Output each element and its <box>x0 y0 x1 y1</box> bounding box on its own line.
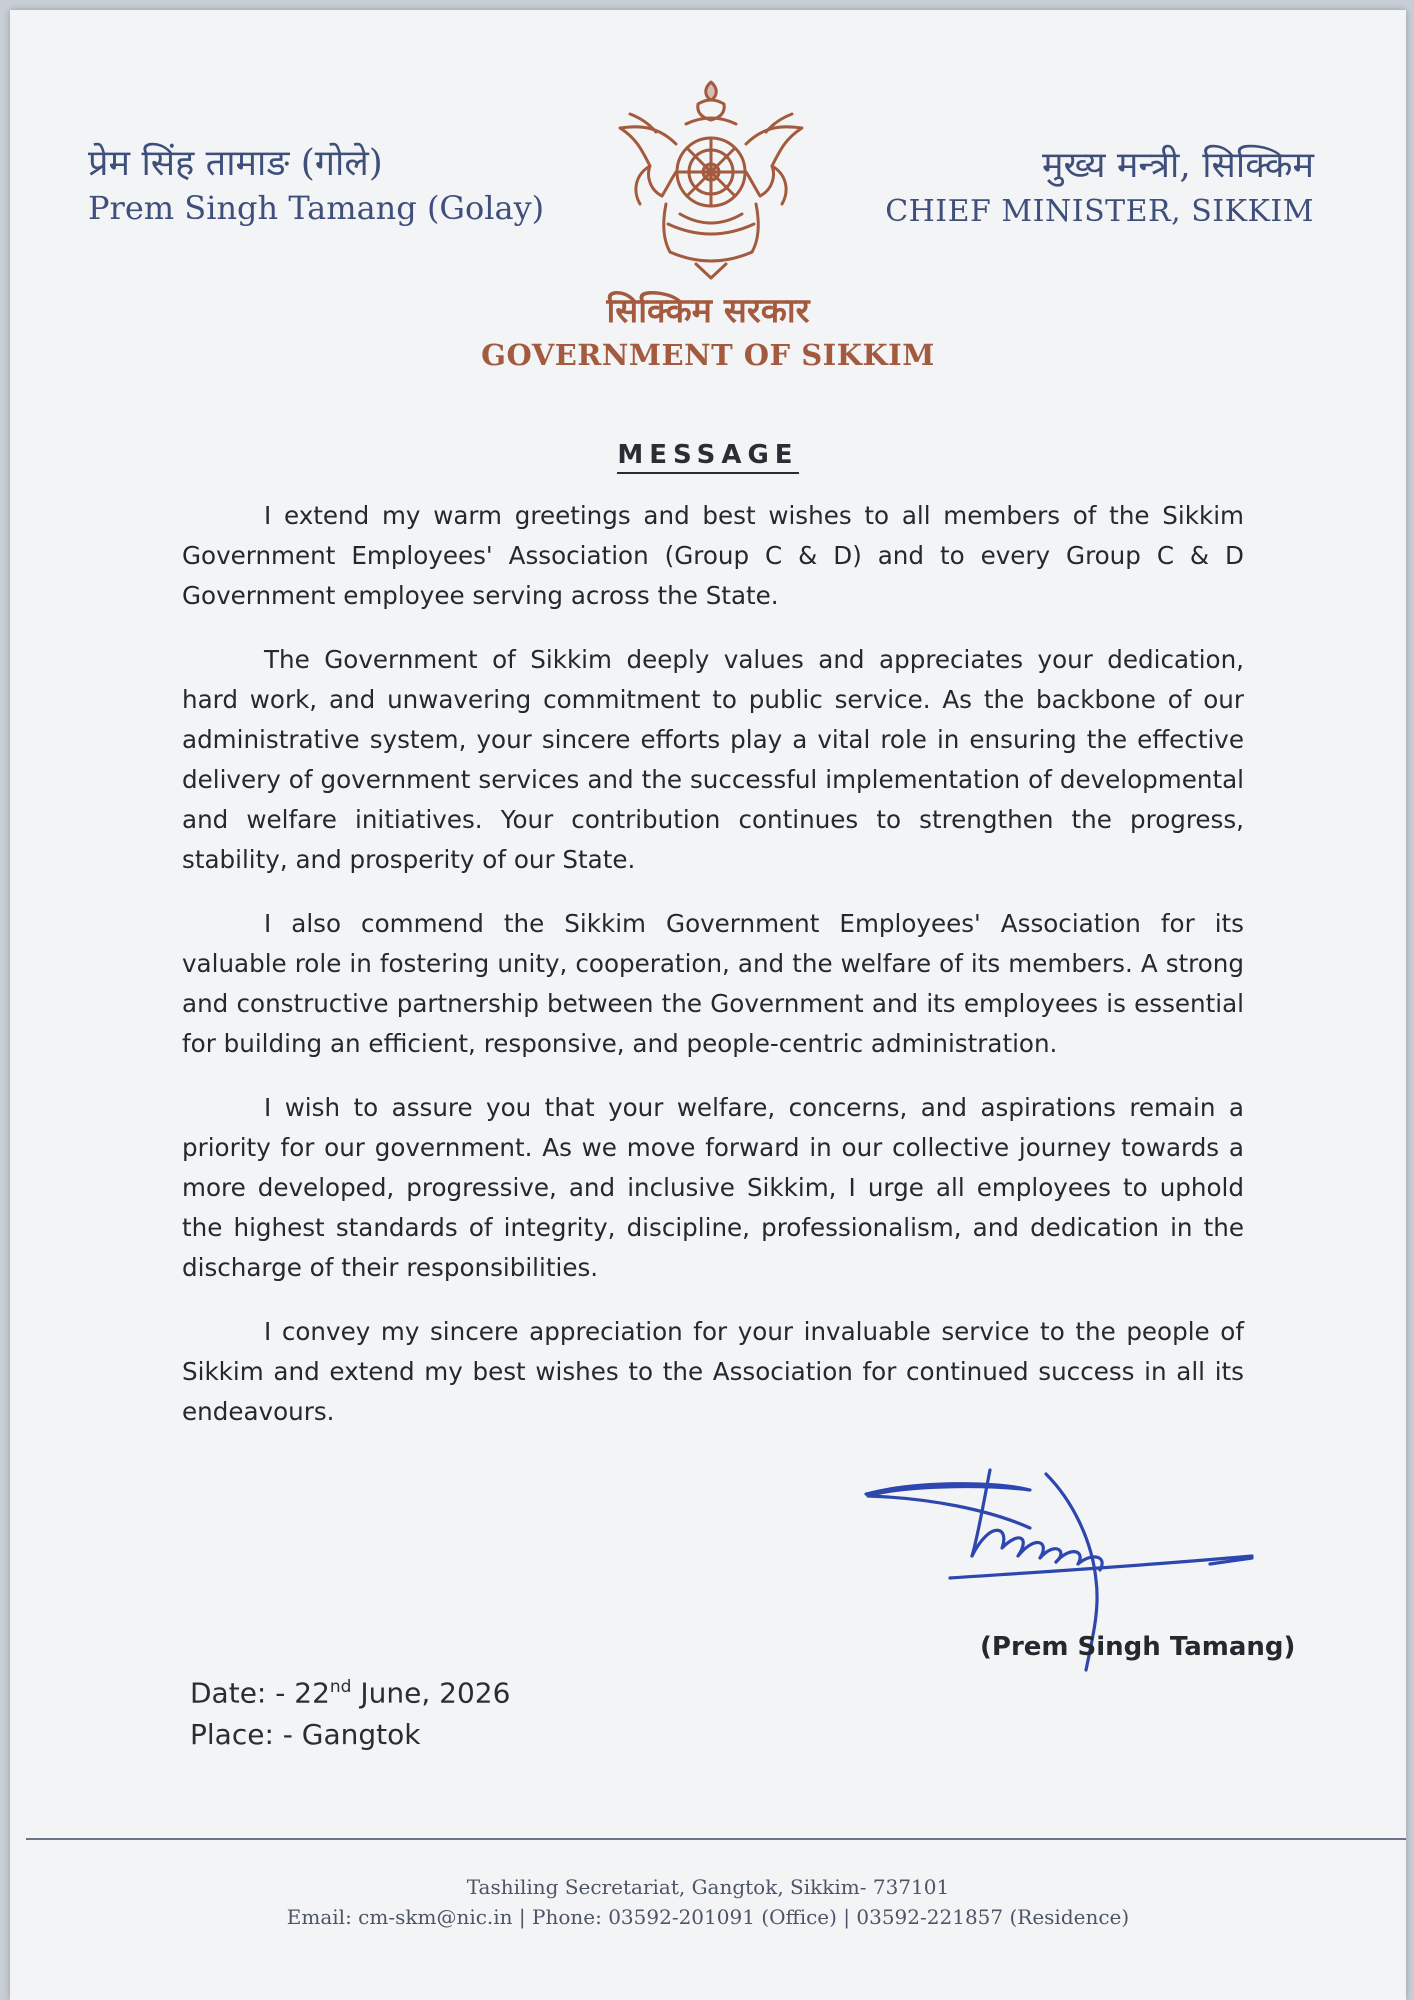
message-title <box>10 440 1406 470</box>
sender-name-english: Prem Singh Tamang (Golay) <box>88 189 545 227</box>
message-paragraph: I convey my sincere appreciation for your invaluable service to the people of Sikkim and extend my best wishes to the Association for continued success in all its endeavours. <box>182 1317 1244 1426</box>
designation-hindi: मुख्य मन्त्री, सिक्किम <box>1041 145 1314 186</box>
footer-address: Tashiling Secretariat, Gangtok, Sikkim- 737101 <box>466 1875 950 1899</box>
message-paragraph: I wish to assure you that your welfare, concerns, and aspirations remain a priority for our government. As we move forward in our collective journey towards a more developed, progressive, and inclusive Sikkim, I urge all employees to uphold the highest standards of integrity, discipline, professionalism, and dedication in the discharge of their responsibilities. <box>182 1093 1244 1282</box>
date-place-block <box>190 1666 510 1756</box>
message-title-text: MESSAGE <box>617 440 798 474</box>
letterhead-page <box>10 10 1406 2000</box>
message-paragraph: The Government of Sikkim deeply values and appreciates your dedication, hard work, and unwavering commitment to public service. As the backbone of our administrative system, your sincere efforts play a vital role in ensuring the effective delivery of government services and the successful implementation of developmental and welfare initiatives. Your contribution continues to strengthen the progress, stability, and prosperity of our State. <box>182 645 1244 874</box>
letter-place: Place: - Gangtok <box>190 1718 421 1752</box>
sender-name-hindi: प्रेम सिंह तामाङ (गोले) <box>88 143 383 184</box>
letter-date: Date: - 22nd June, 2026 <box>190 1676 511 1710</box>
message-body <box>182 496 1244 1456</box>
message-paragraph: I extend my warm greetings and best wishes to all members of the Sikkim Government Employees' Association (Group C & D) and to every Group C & D Government employee serving across the State. <box>182 501 1244 610</box>
footer-divider <box>26 1838 1406 1840</box>
government-name-english: GOVERNMENT OF SIKKIM <box>481 338 935 372</box>
designation-block <box>885 142 1314 234</box>
footer-contact: Email: cm-skm@nic.in | Phone: 03592-201091 (Office) | 03592-221857 (Residence) <box>286 1905 1130 1929</box>
designation-english: CHIEF MINISTER, SIKKIM <box>885 194 1314 229</box>
footer-block <box>10 1872 1406 1932</box>
message-paragraph: I also commend the Sikkim Government Employees' Association for its valuable role in fostering unity, cooperation, and the welfare of its members. A strong and constructive partnership between the Government and its employees is essential for building an efficient, responsive, and people-centric administration. <box>182 909 1244 1058</box>
signatory-name: (Prem Singh Tamang) <box>980 1632 1296 1662</box>
sikkim-state-emblem-icon <box>606 74 816 284</box>
government-name-hindi: सिक्किम सरकार <box>606 291 810 331</box>
sender-name-block <box>88 142 544 230</box>
